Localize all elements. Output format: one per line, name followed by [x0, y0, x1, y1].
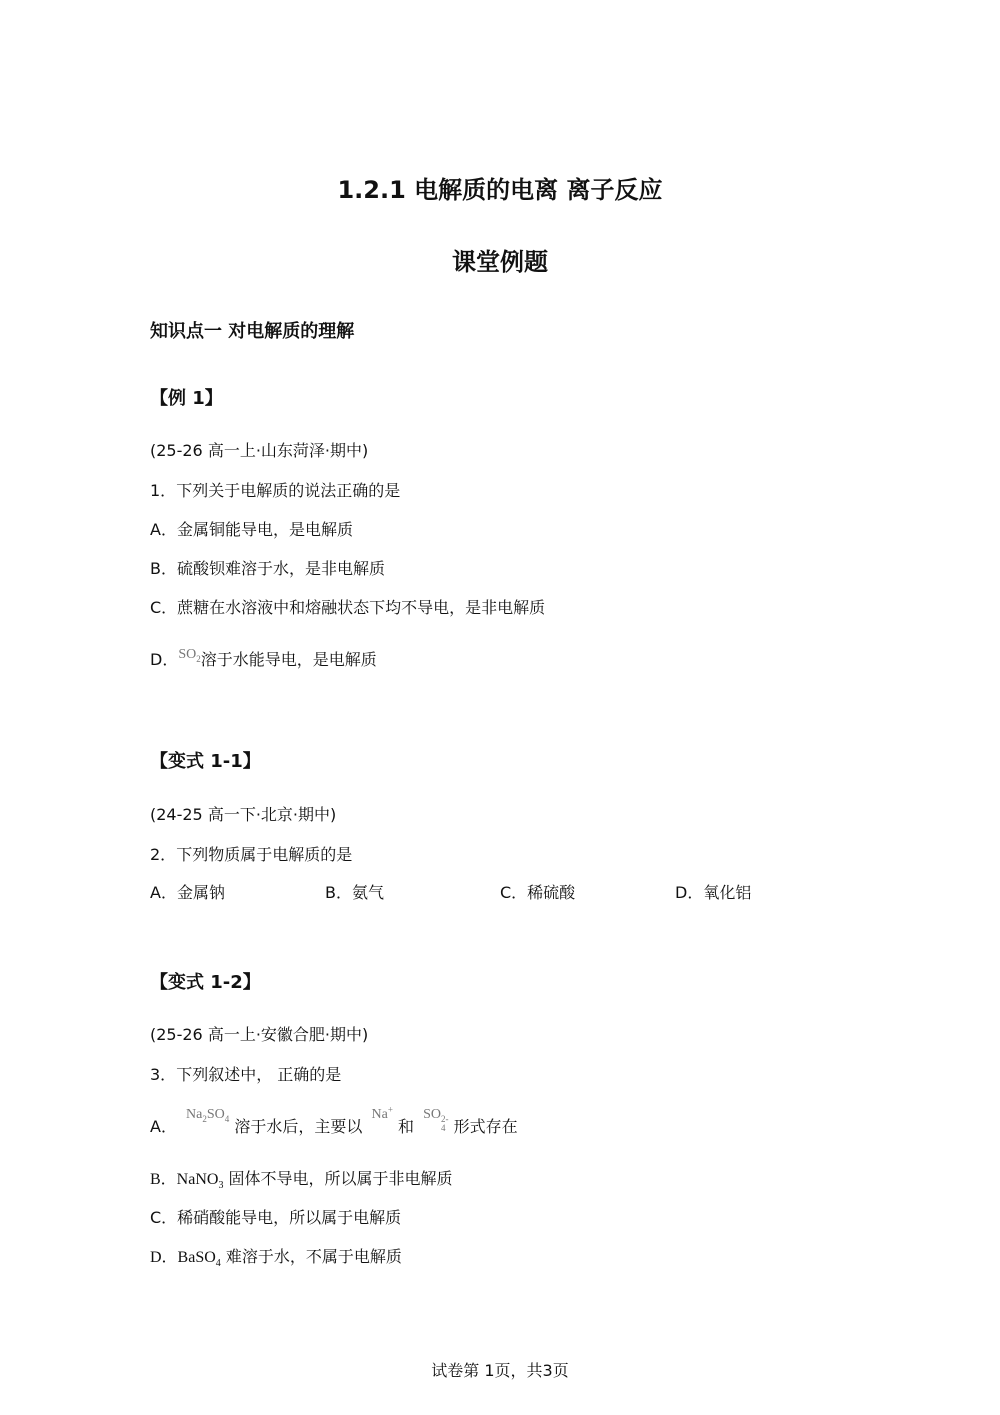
- variant-1-2-label: 【变式 1-2】: [150, 972, 261, 993]
- example-1-option-d: [150, 647, 377, 671]
- variant-1-2-option-c: C．稀硝酸能导电，所以属于电解质: [150, 1208, 402, 1227]
- section-heading: 知识点一 对电解质的理解: [150, 321, 355, 342]
- page-title: 1.2.1 电解质的电离 离子反应: [337, 176, 663, 204]
- variant-1-1-option-a: A．金属钠: [150, 883, 225, 902]
- page-footer: 试卷第 1页，共3页: [431, 1361, 569, 1380]
- example-1-option-c: C．蔗糖在水溶液中和熔融状态下均不导电，是非电解质: [150, 598, 546, 617]
- na2so4-formula: $Na_2SO_4$: [186, 1107, 230, 1124]
- sulfate-ion-formula: SO 2- 4: [423, 1107, 449, 1133]
- example-1-question: [150, 478, 400, 501]
- option-text: 溶于水能导电，是电解质: [200, 650, 377, 669]
- variant-1-2-source: (25-26 高一上·安徽合肥·期中): [150, 1025, 369, 1044]
- variant-1-1-option-b: B．氨气: [325, 883, 384, 902]
- variant-1-1-label: 【变式 1-1】: [150, 751, 261, 772]
- option-prefix: D．: [150, 650, 179, 669]
- variant-1-1-source: (24-25 高一下·北京·期中): [150, 805, 337, 824]
- option-prefix: A．: [150, 1117, 177, 1136]
- question-number: 3．: [150, 1065, 177, 1084]
- example-1-option-b: B．硫酸钡难溶于水，是非电解质: [150, 559, 385, 578]
- example-1-option-a: A．金属铜能导电，是电解质: [150, 520, 353, 539]
- question-text: 下列叙述中， 正确的是: [176, 1065, 342, 1084]
- page-subtitle: 课堂例题: [452, 248, 548, 276]
- variant-1-2-option-d: D．BaSO$_4$ 难溶于水，不属于电解质: [150, 1247, 402, 1270]
- variant-1-1-question: [150, 842, 352, 865]
- so2-formula: $SO_2$: [178, 647, 201, 664]
- variant-1-1-option-c: C．稀硫酸: [500, 883, 576, 902]
- option-text-part3: 形式存在: [453, 1117, 518, 1136]
- question-text: 下列物质属于电解质的是: [176, 845, 353, 864]
- variant-1-2-option-a: [150, 1104, 518, 1147]
- variant-1-2-question: [150, 1062, 341, 1085]
- sodium-ion-formula: Na+: [371, 1104, 393, 1122]
- question-number: 2．: [150, 845, 177, 864]
- question-text: 下列关于电解质的说法正确的是: [176, 481, 401, 500]
- question-number: 1．: [150, 481, 177, 500]
- example-1-label: 【例 1】: [150, 388, 223, 409]
- variant-1-1-option-d: D．氧化铝: [675, 883, 752, 902]
- option-text-part1: 溶于水后，主要以: [234, 1117, 363, 1136]
- example-1-source: (25-26 高一上·山东菏泽·期中): [150, 441, 369, 460]
- variant-1-2-option-b: B．NaNO$_3$ 固体不导电，所以属于非电解质: [150, 1169, 453, 1192]
- option-text-part2: 和: [397, 1117, 414, 1136]
